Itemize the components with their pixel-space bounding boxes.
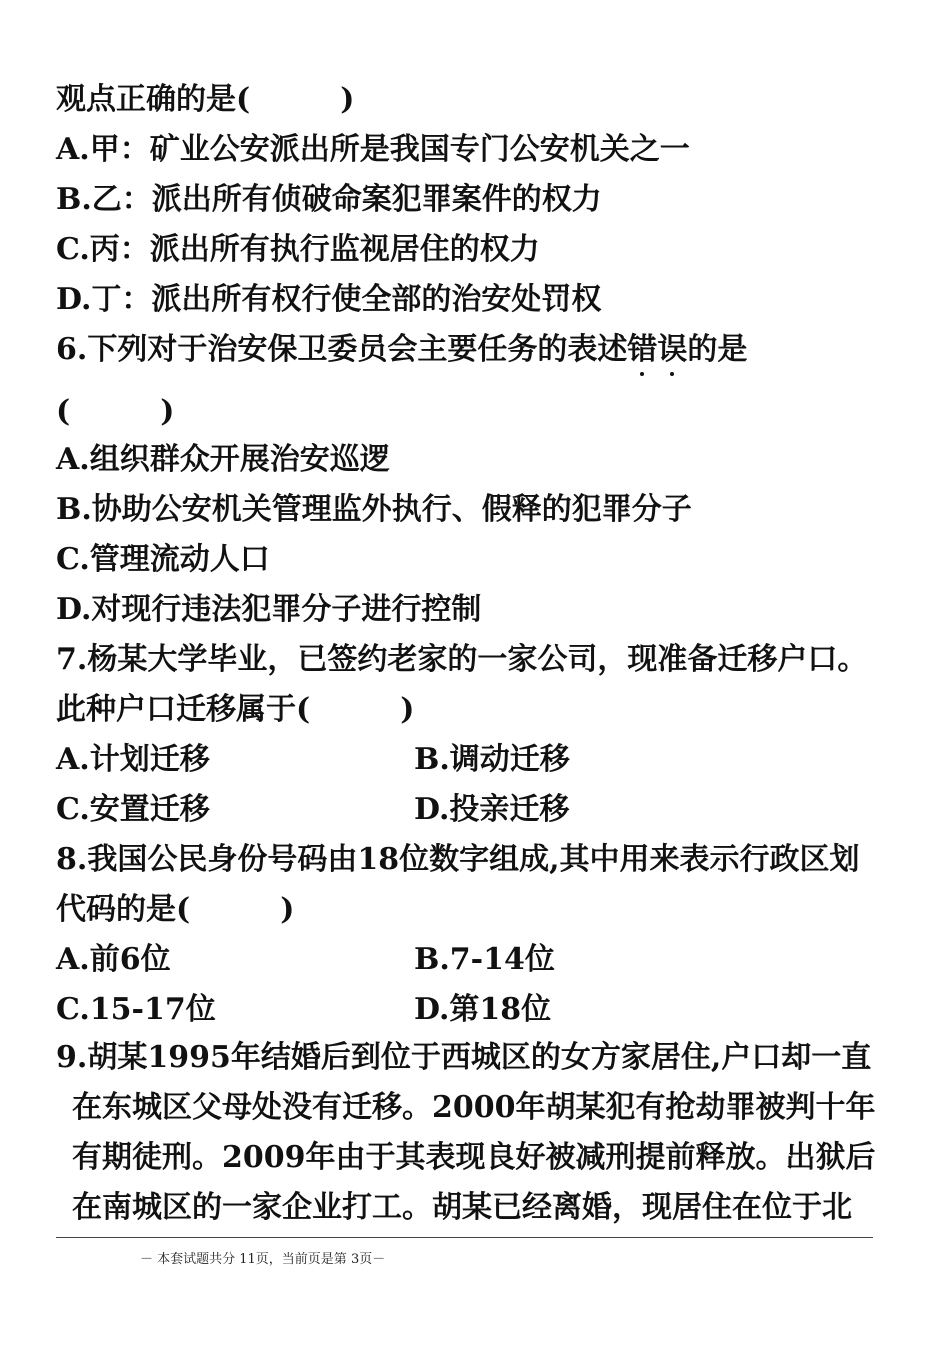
q8-option-d: D.第18位 bbox=[414, 992, 552, 1027]
q5-stem-end: 观点正确的是( ) bbox=[56, 82, 355, 117]
q6-option-b: B.协助公安机关管理监外执行、假释的犯罪分子 bbox=[56, 492, 692, 527]
q9-stem-line-1: 9.胡某1995年结婚后到位于西城区的女方家居住,户口却一直 bbox=[56, 1040, 872, 1075]
q7-stem-end: 此种户口迁移属于( ) bbox=[56, 692, 415, 727]
q5-option-b: B.乙：派出所有侦破命案犯罪案件的权力 bbox=[56, 182, 602, 217]
q8-stem-end: 代码的是( ) bbox=[56, 892, 295, 927]
q6-stem bbox=[56, 330, 747, 370]
q6-option-c: C.管理流动人口 bbox=[56, 542, 270, 577]
q7-option-a: A.计划迁移 bbox=[56, 742, 210, 777]
q6-emphasis-char-1: 错 bbox=[627, 330, 657, 370]
q7-option-c: C.安置迁移 bbox=[56, 792, 210, 827]
q8-option-a: A.前6位 bbox=[56, 942, 171, 977]
q7-stem: 7.杨某大学毕业，已签约老家的一家公司，现准备迁移户口。 bbox=[56, 642, 868, 677]
q5-option-d: D.丁：派出所有权行使全部的治安处罚权 bbox=[56, 282, 602, 317]
q6-answer-paren: ( ) bbox=[56, 394, 175, 429]
q8-stem: 8.我国公民身份号码由18位数字组成,其中用来表示行政区划 bbox=[56, 842, 860, 877]
page-footer: － 本套试题共分 11页，当前页是第 3页－ bbox=[140, 1252, 386, 1267]
q8-option-c: C.15-17位 bbox=[56, 992, 216, 1027]
q6-emphasis-char-2: 误 bbox=[657, 330, 687, 370]
q5-option-a: A.甲：矿业公安派出所是我国专门公安机关之一 bbox=[56, 132, 690, 167]
q8-option-b: B.7-14位 bbox=[414, 942, 555, 977]
q9-stem-line-3: 有期徒刑。2009年由于其表现良好被减刑提前释放。出狱后 bbox=[72, 1140, 876, 1175]
q6-option-d: D.对现行违法犯罪分子进行控制 bbox=[56, 592, 482, 627]
q7-option-b: B.调动迁移 bbox=[414, 742, 570, 777]
q6-stem-prefix: 6.下列对于治安保卫委员会主要任务的表述 bbox=[56, 332, 628, 367]
q6-option-a: A.组织群众开展治安巡逻 bbox=[56, 442, 390, 477]
q9-stem-line-4: 在南城区的一家企业打工。胡某已经离婚，现居住在位于北 bbox=[72, 1190, 852, 1225]
q7-option-d: D.投亲迁移 bbox=[414, 792, 570, 827]
q6-stem-suffix: 的是 bbox=[687, 332, 748, 367]
q5-option-c: C.丙：派出所有执行监视居住的权力 bbox=[56, 232, 540, 267]
q9-stem-line-2: 在东城区父母处没有迁移。2000年胡某犯有抢劫罪被判十年 bbox=[72, 1090, 876, 1125]
footer-divider bbox=[56, 1237, 873, 1238]
